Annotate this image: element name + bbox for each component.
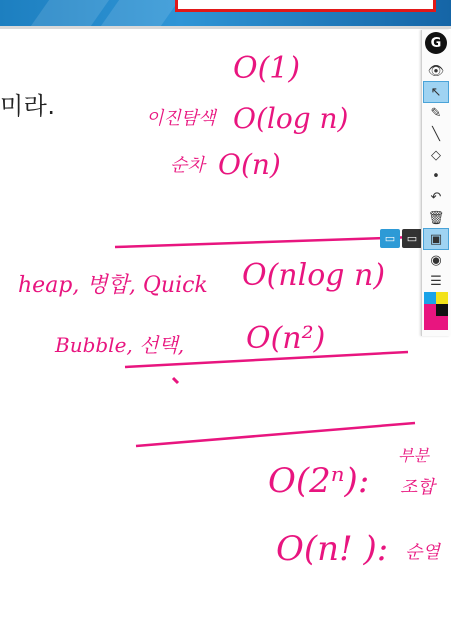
note-o1: O(1) [233,51,301,86]
notepad-icon[interactable]: ☰ [430,273,442,289]
note-exp-label-top: 부분 [398,446,429,465]
slide-text: 미라. [0,92,56,120]
note-binary-label: 이진탐색 [146,108,216,129]
note-nlogn-label: heap, 병합, Quick [18,273,208,298]
color-swatch-black[interactable] [436,304,448,316]
note-nlogn-complexity: O(nlog n) [242,258,386,293]
app-logo[interactable]: G [425,32,447,54]
line-icon[interactable]: ╲ [432,126,440,142]
note-sequential-complexity: O(n) [218,148,281,181]
trash-icon[interactable]: 🗑 [427,210,445,226]
ink-mark [173,378,178,383]
note-fact-label: 순열 [405,542,440,563]
dot-icon[interactable]: • [432,168,440,184]
note-exp-label-bottom: 조합 [400,477,435,498]
color-swatch-blue[interactable] [424,292,436,304]
board-switcher [380,229,424,248]
eye-icon[interactable]: 👁 [427,63,445,79]
note-binary-complexity: O(log n) [233,102,349,135]
blackboard-icon[interactable]: ▭ [402,229,422,248]
annotation-toolbar [421,30,450,336]
undo-icon[interactable]: ↶ [430,189,442,205]
cursor-icon[interactable]: ↖ [424,82,448,102]
color-swatch-pink[interactable] [424,304,436,330]
ink-divider-3 [136,423,415,446]
eraser-icon[interactable]: ◇ [431,147,441,163]
color-swatch-yellow[interactable] [436,292,448,304]
pen-icon[interactable]: ✎ [430,105,442,121]
note-fact-complexity: O(n! ): [276,529,389,569]
camera-icon[interactable]: ◉ [430,252,442,268]
whiteboard-icon[interactable]: ▭ [380,229,400,248]
ink-divider-1 [115,237,415,247]
color-swatch-pink-2[interactable] [436,316,448,330]
note-sequential-label: 순차 [170,155,205,176]
note-n2-complexity: O(n²) [246,321,326,356]
screen-icon[interactable]: ▣ [424,229,448,249]
note-n2-label: Bubble, 선택, [55,333,185,357]
note-exp-complexity: O(2ⁿ): [268,461,370,501]
